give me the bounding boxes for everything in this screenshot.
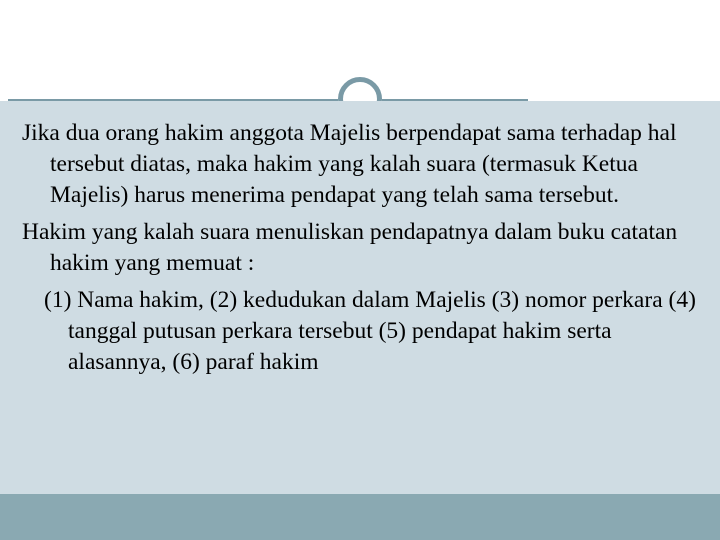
paragraph-1-text: Jika dua orang hakim anggota Majelis berpendapat sama terhadap hal tersebut diatas, maka hakim yang kalah suara (termasuk Ketua Majelis) harus menerima pendapat yang telah sama tersebut. bbox=[22, 120, 677, 209]
paragraph-1 bbox=[22, 118, 702, 211]
slide-content bbox=[22, 118, 702, 380]
paragraph-3-text: (1) Nama hakim, (2) kedudukan dalam Majelis (3) nomor perkara (4) tanggal putusan perkara tersebut (5) pendapat hakim serta alasannya, (6) paraf hakim bbox=[44, 287, 696, 376]
paragraph-2-text: Hakim yang kalah suara menuliskan pendapatnya dalam buku catatan hakim yang memuat : bbox=[22, 219, 678, 277]
paragraph-2 bbox=[22, 217, 702, 279]
paragraph-3 bbox=[22, 285, 702, 378]
footer-band bbox=[0, 494, 720, 540]
